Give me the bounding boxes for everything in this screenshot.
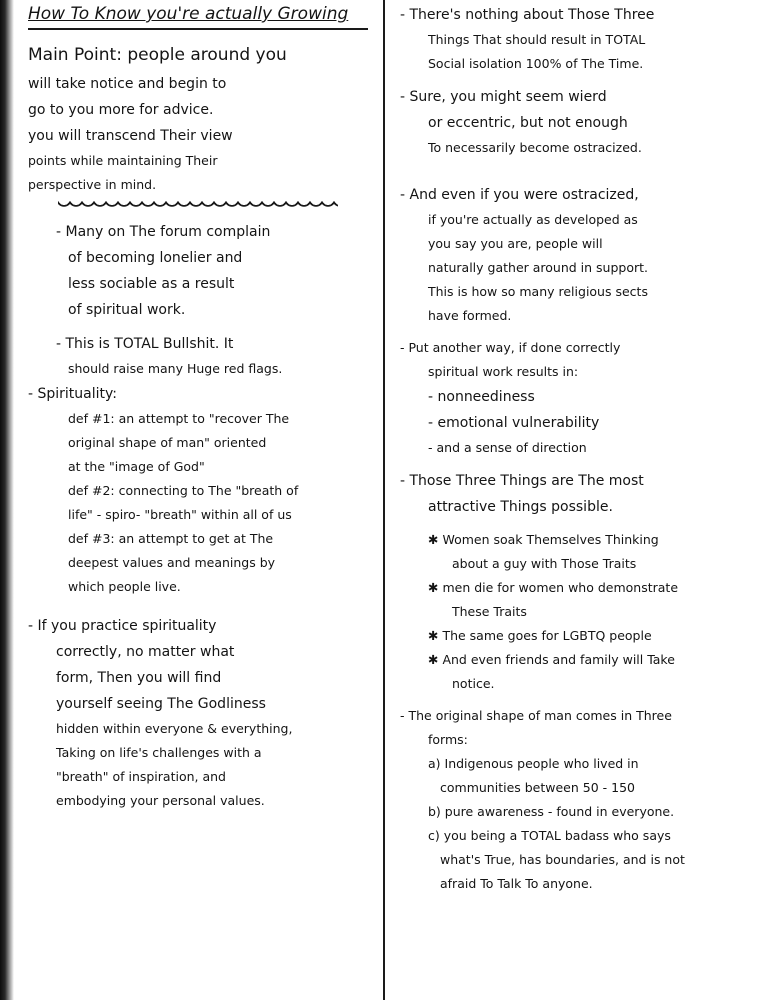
wavy-divider (58, 201, 338, 209)
definition-line: original shape of man" oriented (68, 435, 267, 450)
column-divider (383, 0, 385, 1000)
star-list (400, 528, 762, 696)
forms-item: communities between 50 - 150 (440, 780, 635, 795)
results-item: - nonneediness (428, 389, 535, 405)
definition-line: def #1: an attempt to "recover The (68, 411, 290, 426)
ostracized-line: you say you are, people will (428, 236, 603, 251)
practice-line: embodying your personal values. (56, 793, 265, 808)
forms-item: what's True, has boundaries, and is not (440, 852, 685, 867)
star-item: These Traits (452, 604, 527, 619)
practice-line: hidden within everyone & everything, (56, 721, 293, 736)
main-point-block (28, 40, 372, 197)
forms-list (400, 752, 762, 896)
star-item: about a guy with Those Traits (452, 556, 637, 571)
practice-line: - If you practice spirituality (28, 618, 217, 634)
bullshit-line: - This is TOTAL Bullshit. It (56, 336, 234, 352)
original-shape-block (400, 704, 762, 752)
notebook-binding-edge (0, 0, 14, 1000)
forms-item: a) Indigenous people who lived in (428, 756, 639, 771)
bullshit-line: should raise many Huge red flags. (68, 361, 283, 376)
forms-item: b) pure awareness - found in everyone. (428, 804, 675, 819)
right-column (392, 0, 768, 1000)
ostracized-line: if you're actually as developed as (428, 212, 638, 227)
nothing-line: Social isolation 100% of The Time. (428, 56, 644, 71)
sure-line: or eccentric, but not enough (428, 115, 628, 131)
attractive-line: - Those Three Things are The most (400, 473, 644, 489)
spirituality-heading: - Spirituality: (28, 386, 118, 402)
definition-line: at the "image of God" (68, 459, 205, 474)
definition-line: life" - spiro- "breath" within all of us (68, 507, 292, 522)
star-item: ✱ The same goes for LGBTQ people (428, 628, 652, 643)
forum-line: - Many on The forum complain (56, 224, 271, 240)
forms-item: c) you being a TOTAL badass who says (428, 828, 671, 843)
definition-line: which people live. (68, 579, 181, 594)
left-column (18, 0, 378, 1000)
definitions-block (28, 407, 372, 599)
ostracized-line: naturally gather around in support. (428, 260, 649, 275)
another-way-block (400, 336, 762, 384)
ostracized-line: have formed. (428, 308, 512, 323)
definition-line: deepest values and meanings by (68, 555, 276, 570)
sure-block (400, 84, 762, 160)
another-way-line: spiritual work results in: (428, 364, 579, 379)
practice-line: "breath" of inspiration, and (56, 769, 226, 784)
practice-block (28, 613, 372, 813)
forum-block (28, 219, 372, 323)
ostracized-line: This is how so many religious sects (428, 284, 648, 299)
original-shape-line: - The original shape of man comes in Three (400, 708, 672, 723)
forum-line: less sociable as a result (68, 276, 235, 292)
attractive-block (400, 468, 762, 520)
star-item: ✱ And even friends and family will Take (428, 652, 675, 667)
main-point-line: points while maintaining Their (28, 153, 218, 168)
results-item: - and a sense of direction (428, 440, 587, 455)
results-list (400, 384, 762, 460)
star-item: ✱ Women soak Themselves Thinking (428, 532, 659, 547)
attractive-line: attractive Things possible. (428, 499, 613, 515)
ostracized-line: - And even if you were ostracized, (400, 187, 639, 203)
forum-line: of spiritual work. (68, 302, 186, 318)
nothing-block (400, 2, 762, 76)
title-underline (28, 28, 368, 30)
sure-line: - Sure, you might seem wierd (400, 89, 607, 105)
forum-line: of becoming lonelier and (68, 250, 243, 266)
main-point-line: you will transcend Their view (28, 128, 233, 144)
forms-item: afraid To Talk To anyone. (440, 876, 593, 891)
another-way-line: - Put another way, if done correctly (400, 340, 621, 355)
definition-line: def #2: connecting to The "breath of (68, 483, 299, 498)
main-point-line: perspective in mind. (28, 177, 157, 192)
practice-line: yourself seeing The Godliness (56, 696, 266, 712)
practice-line: Taking on life's challenges with a (56, 745, 262, 760)
nothing-line: - There's nothing about Those Three (400, 7, 655, 23)
results-item: - emotional vulnerability (428, 415, 600, 431)
main-point-line: will take notice and begin to (28, 76, 227, 92)
sure-line: To necessarily become ostracized. (428, 140, 642, 155)
definition-line: def #3: an attempt to get at The (68, 531, 274, 546)
page-title: How To Know you're actually Growing (28, 4, 349, 24)
practice-line: correctly, no matter what (56, 644, 235, 660)
star-item: notice. (452, 676, 495, 691)
practice-line: form, Then you will find (56, 670, 222, 686)
bullshit-block (28, 331, 372, 381)
main-point-line: go to you more for advice. (28, 102, 214, 118)
original-shape-line: forms: (428, 732, 468, 747)
nothing-line: Things That should result in TOTAL (428, 32, 646, 47)
main-point-line: Main Point: people around you (28, 45, 287, 65)
ostracized-block (400, 182, 762, 328)
star-item: ✱ men die for women who demonstrate (428, 580, 679, 595)
